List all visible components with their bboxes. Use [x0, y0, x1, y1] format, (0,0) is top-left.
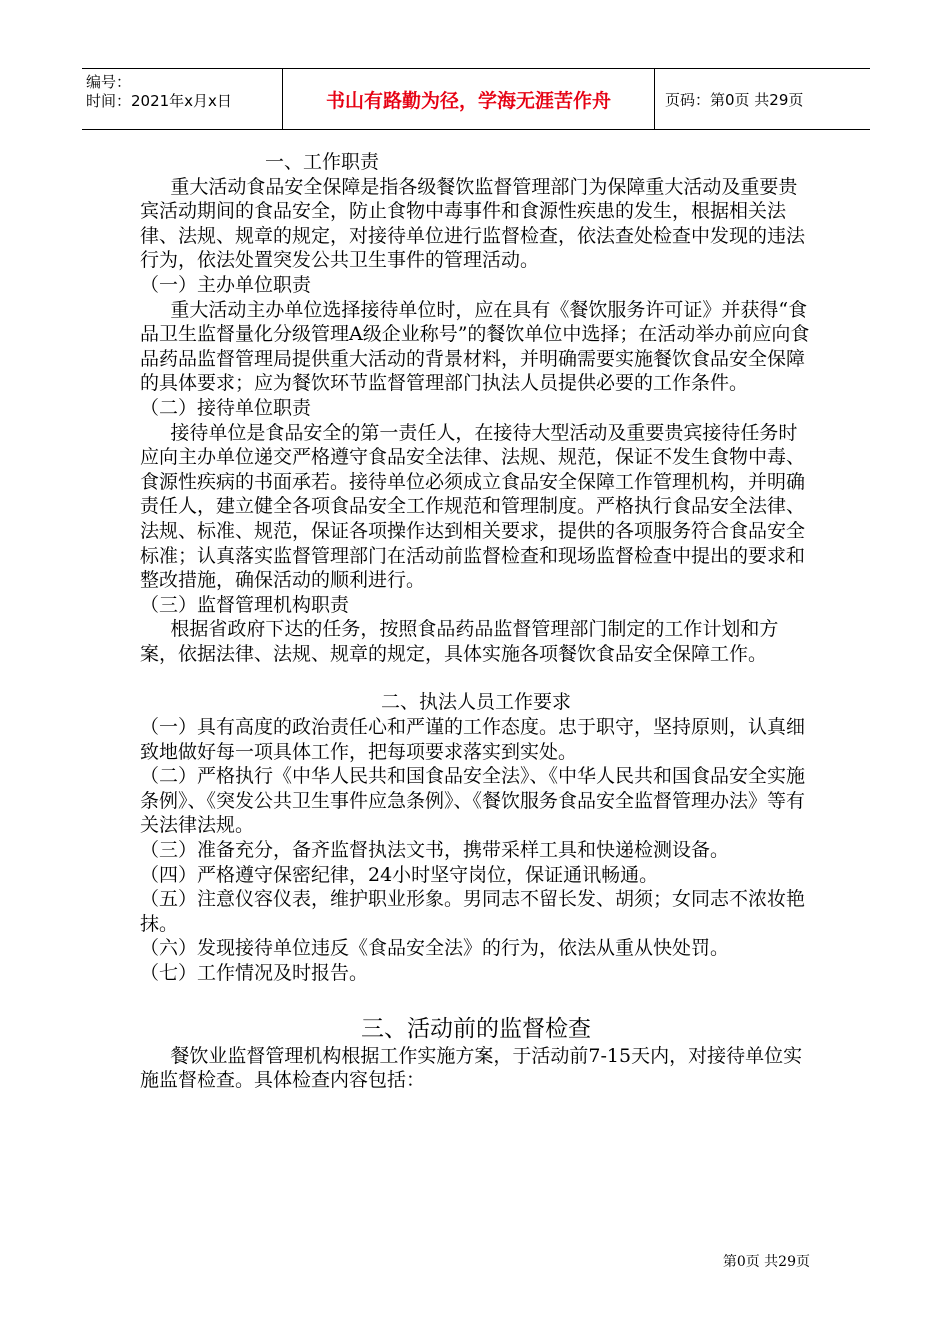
section-1-subheading-2: （二）接待单位职责 — [140, 396, 312, 419]
time-label: 时间：2021年x月x日 — [86, 92, 232, 110]
list-item: （六）发现接待单位违反《食品安全法》的行为，依法从重从快处罚。 — [140, 937, 730, 960]
section-3-title: 三、活动前的监督检查 — [361, 1015, 591, 1042]
list-item: （四）严格遵守保密纪律，24小时坚守岗位，保证通讯畅通。 — [140, 863, 659, 886]
list-item: （一）具有高度的政治责任心和严谨的工作态度。忠于职守，坚持原则，认真细致地做好每一项具体工作，把每项要求落实到实处。 — [140, 716, 806, 763]
section-1-paragraph-2: 重大活动主办单位选择接待单位时，应在具有《餐饮服务许可证》并获得“食品卫生监督量化分级管理A级企业称号”的餐饮单位中选择；在活动举办前应向食品药品监督管理局提供重大活动的背景材料，并明确需要实施餐饮食品安全保障的具体要求；应为餐饮环节监督管理部门执法人员提供必要的工作条件。 — [140, 298, 810, 395]
section-2-title: 二、执法人员工作要求 — [380, 691, 571, 714]
header-page-info: 页码：第0页 共29页 — [665, 90, 804, 109]
list-item: （五）注意仪容仪表，维护职业形象。男同志不留长发、胡须；女同志不浓妆艳抹。 — [140, 888, 806, 935]
section-1-subheading-1: （一）主办单位职责 — [140, 273, 312, 296]
section-1-subheading-3: （三）监督管理机构职责 — [140, 593, 350, 616]
section-1-paragraph-4: 根据省政府下达的任务，按照食品药品监督管理部门制定的工作计划和方案，依据法律、法规、规章的规定，具体实施各项餐饮食品安全保障工作。 — [140, 618, 779, 665]
header-table — [82, 68, 870, 130]
list-item: （七）工作情况及时报告。 — [140, 962, 369, 984]
header-motto-cell — [282, 69, 655, 129]
spacer — [140, 666, 812, 690]
header-motto: 书山有路勤为径，学海无涯苦作舟 — [325, 89, 611, 112]
section-1-title: 一、工作职责 — [265, 151, 380, 173]
section-1-paragraph-1: 重大活动食品安全保障是指各级餐饮监督管理部门为保障重大活动及重要贵宾活动期间的食品安全，防止食物中毒事件和食源性疾患的发生，根据相关法律、法规、规章的规定，对接待单位进行监督检查，依法查处检查中发现的违法行为，依法处置突发公共卫生事件的管理活动。 — [140, 175, 806, 272]
header-meta — [82, 69, 282, 129]
list-item: （三）准备充分，备齐监督执法文书，携带采样工具和快递检测设备。 — [140, 839, 730, 862]
section-1-paragraph-3: 接待单位是食品安全的第一责任人，在接待大型活动及重要贵宾接待任务时应向主办单位递交严格遵守食品安全法律、法规、规范，保证不发生食物中毒、食源性疾病的书面承若。接待单位必须成立食品安全保障工作管理机构，并明确责任人，建立健全各项食品安全工作规范和管理制度。严格执行食品安全法律、法规、标准、规范，保证各项操作达到相关要求，提供的各项服务符合食品安全标准；认真落实监督管理部门在活动前监督检查和现场监督检查中提出的要求和整改措施，确保活动的顺利进行。 — [140, 421, 806, 592]
document-body — [140, 150, 812, 1093]
list-item: （二）严格执行《中华人民共和国食品安全法》、《中华人民共和国食品安全实施条例》、《突发公共卫生事件应急条例》、《餐饮服务食品安全监督管理办法》等有关法律法规。 — [140, 765, 806, 837]
section-3-paragraph-1: 餐饮业监督管理机构根据工作实施方案，于活动前7-15天内，对接待单位实施监督检查。具体检查内容包括： — [140, 1044, 803, 1092]
page-footer: 第0页 共29页 — [722, 1254, 810, 1270]
spacer — [140, 986, 812, 1014]
number-label: 编号： — [86, 73, 132, 91]
